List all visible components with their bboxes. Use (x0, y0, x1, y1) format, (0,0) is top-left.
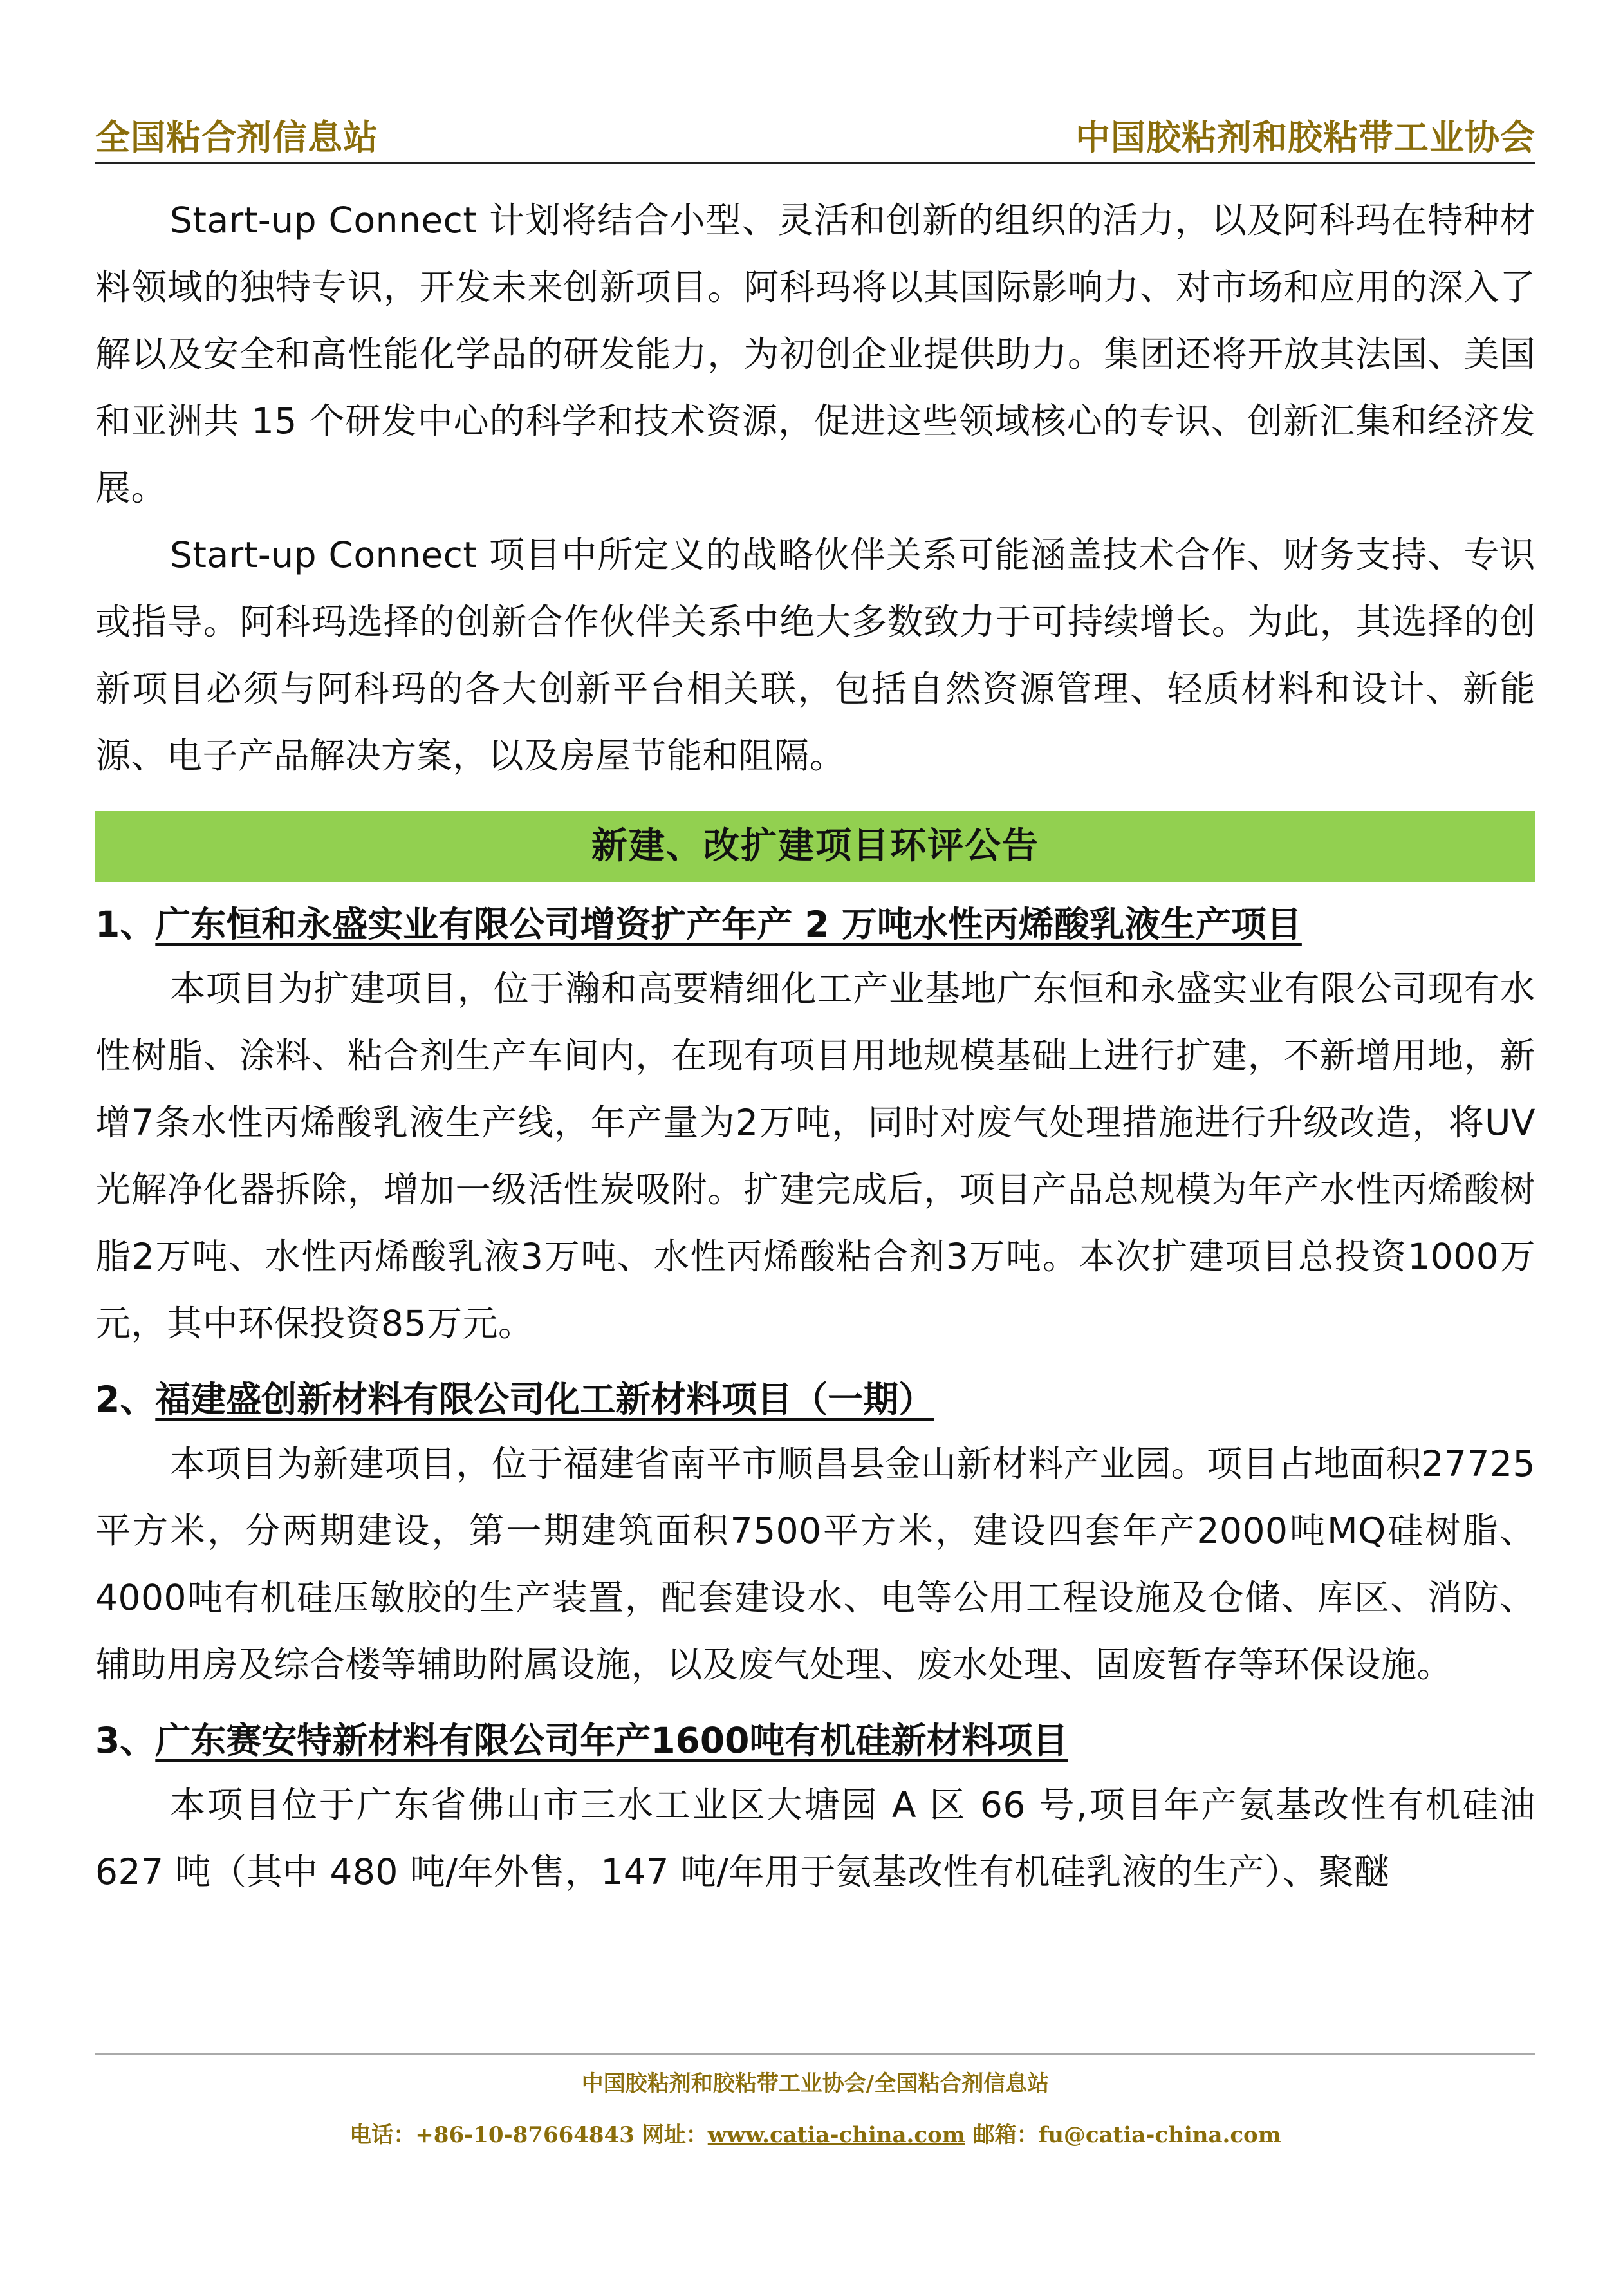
project-body: 本项目为扩建项目，位于瀚和高要精细化工产业基地广东恒和永盛实业有限公司现有水性树脂、涂料、粘合剂生产车间内，在现有项目用地规模基础上进行扩建，不新增用地，新增7条水性丙烯酸乳液生产线，年产量为2万吨，同时对废气处理措施进行升级改造，将UV光解净化器拆除，增加一级活性炭吸附。扩建完成后，项目产品总规模为年产水性丙烯酸树脂2万吨、水性丙烯酸乳液3万吨、水性丙烯酸粘合剂3万吨。本次扩建项目总投资1000万元，其中环保投资85万元。 (95, 968, 1535, 1344)
document-page (95, 0, 1535, 2296)
project-item-3 (95, 1710, 1535, 1905)
section-banner: 新建、改扩建项目环评公告 (95, 811, 1535, 882)
project-title-text: 广东赛安特新材料有限公司年产1600吨有机硅新材料项目 (155, 1720, 1068, 1761)
page-header (95, 113, 1535, 164)
project-item-2 (95, 1368, 1535, 1698)
project-item-1 (95, 893, 1535, 1357)
header-site-name: 全国粘合剂信息站 (95, 117, 378, 158)
footer-website-link[interactable]: www.catia-china.com (707, 2122, 965, 2148)
footer-contact (95, 2119, 1535, 2151)
footer-email: 邮箱：fu@catia-china.com (965, 2122, 1281, 2148)
project-body: 本项目位于广东省佛山市三水工业区大塘园 A 区 66 号,项目年产氨基改性有机硅油 627 吨（其中 480 吨/年外售，147 吨/年用于氨基改性有机硅乳液的生产）、聚醚 (95, 1784, 1535, 1892)
footer-organization: 中国胶粘剂和胶粘带工业协会/全国粘合剂信息站 (581, 2071, 1050, 2096)
footer-phone: 电话：+86-10-87664843 网址： (349, 2122, 708, 2148)
project-title-text: 福建盛创新材料有限公司化工新材料项目（一期） (155, 1379, 934, 1420)
project-body: 本项目为新建项目，位于福建省南平市顺昌县金山新材料产业园。项目占地面积27725平方米，分两期建设，第一期建筑面积7500平方米，建设四套年产2000吨MQ硅树脂、4000吨有机硅压敏胶的生产装置，配套建设水、电等公用工程设施及仓储、库区、消防、辅助用房及综合楼等辅助附属设施，以及废气处理、废水处理、固废暂存等环保设施。 (95, 1443, 1535, 1685)
project-number: 2、 (95, 1379, 156, 1420)
project-title-text: 广东恒和永盛实业有限公司增资扩产年产 2 万吨水性丙烯酸乳液生产项目 (155, 904, 1302, 945)
page-footer (95, 2053, 1535, 2151)
project-number: 3、 (95, 1720, 156, 1761)
intro-paragraph-1: Start-up Connect 计划将结合小型、灵活和创新的组织的活力，以及阿科玛在特种材料领域的独特专识，开发未来创新项目。阿科玛将以其国际影响力、对市场和应用的深入了解以及安全和高性能化学品的研发能力，为初创企业提供助力。集团还将开放其法国、美国和亚洲共 15 个研发中心的科学和技术资源，促进这些领域核心的专识、创新汇集和经济发展。 (95, 200, 1535, 509)
project-title (95, 1368, 1535, 1430)
project-number: 1、 (95, 904, 156, 945)
project-title (95, 893, 1535, 955)
project-title (95, 1710, 1535, 1771)
intro-paragraph-2: Start-up Connect 项目中所定义的战略伙伴关系可能涵盖技术合作、财务支持、专识或指导。阿科玛选择的创新合作伙伴关系中绝大多数致力于可持续增长。为此，其选择的创新项目必须与阿科玛的各大创新平台相关联，包括自然资源管理、轻质材料和设计、新能源、电子产品解决方案，以及房屋节能和阻隔。 (95, 534, 1535, 776)
page-content (95, 187, 1535, 1905)
header-association-name: 中国胶粘剂和胶粘带工业协会 (1075, 117, 1535, 158)
